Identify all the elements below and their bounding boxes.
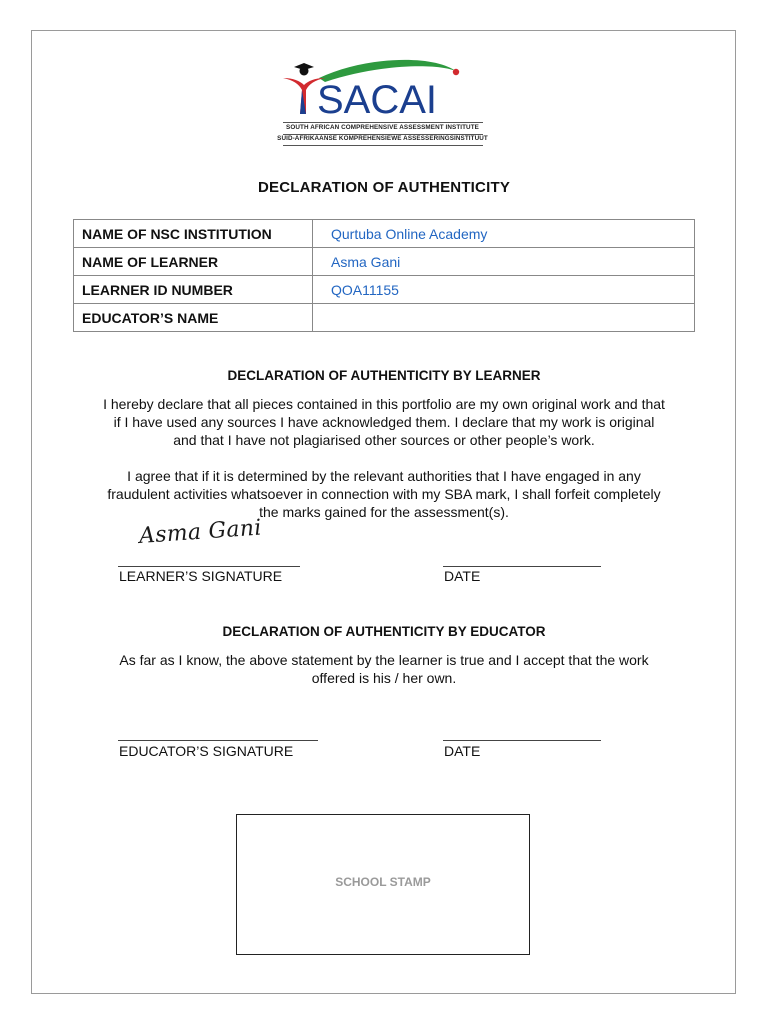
text-line: fraudulent activities whatsoever in connection with my SBA mark, I shall forfeit completely	[107, 486, 661, 502]
text-line: if I have used any sources I have acknowledged them. I declare that my work is original	[113, 414, 655, 430]
learner-signature-line[interactable]	[118, 566, 300, 567]
learner-signature: Asma Gani	[138, 515, 263, 549]
text-line: I agree that if it is determined by the relevant authorities that I have engaged in any	[127, 468, 641, 484]
learner-signature-label: LEARNER’S SIGNATURE	[119, 568, 283, 584]
educator-signature-label: EDUCATOR’S SIGNATURE	[119, 743, 294, 759]
institution-value[interactable]: Qurtuba Online Academy	[313, 220, 695, 248]
info-table	[73, 219, 695, 332]
educator-date-line[interactable]	[443, 740, 601, 741]
learner-name-label: NAME OF LEARNER	[74, 248, 313, 276]
learner-declaration-paragraph-2	[70, 467, 698, 521]
learner-id-label: LEARNER ID NUMBER	[74, 276, 313, 304]
table-row	[74, 220, 695, 248]
educator-name-value[interactable]	[313, 304, 695, 332]
table-row	[74, 276, 695, 304]
school-stamp-box[interactable]	[236, 814, 530, 955]
text-line: offered is his / her own.	[311, 670, 457, 686]
text-line: the marks gained for the assessment(s).	[259, 504, 509, 520]
table-row	[74, 248, 695, 276]
page-title: DECLARATION OF AUTHENTICITY	[257, 179, 511, 196]
educator-date-label: DATE	[444, 743, 481, 759]
text-line: I hereby declare that all pieces contained in this portfolio are my own original work and that	[103, 396, 665, 412]
text-line: and that I have not plagiarised other sources or other people’s work.	[173, 432, 595, 448]
sacai-logo	[275, 58, 490, 153]
text-line: As far as I know, the above statement by the learner is true and I accept that the work	[119, 652, 649, 668]
institution-label: NAME OF NSC INSTITUTION	[74, 220, 313, 248]
educator-declaration-heading: DECLARATION OF AUTHENTICITY BY EDUCATOR	[222, 624, 546, 639]
learner-date-label: DATE	[444, 568, 481, 584]
learner-declaration-heading: DECLARATION OF AUTHENTICITY BY LEARNER	[227, 368, 541, 383]
educator-name-label: EDUCATOR’S NAME	[74, 304, 313, 332]
educator-signature-line[interactable]	[118, 740, 318, 741]
learner-name-value[interactable]: Asma Gani	[313, 248, 695, 276]
learner-date-line[interactable]	[443, 566, 601, 567]
learner-id-value[interactable]: QOA11155	[313, 276, 695, 304]
table-row	[74, 304, 695, 332]
logo-tagline-en: SOUTH AFRICAN COMPREHENSIVE ASSESSMENT INSTITUTE	[286, 124, 479, 131]
logo-tagline-af: SUID-AFRIKAANSE KOMPREHENSIEWE ASSESSERINGSINSTITUUT	[277, 135, 488, 142]
sacai-logo-mark	[275, 58, 490, 120]
logo-text: SACAI	[317, 78, 438, 120]
school-stamp-label: SCHOOL STAMP	[335, 875, 431, 889]
learner-declaration-paragraph-1	[70, 395, 698, 449]
educator-declaration-paragraph	[70, 651, 698, 687]
